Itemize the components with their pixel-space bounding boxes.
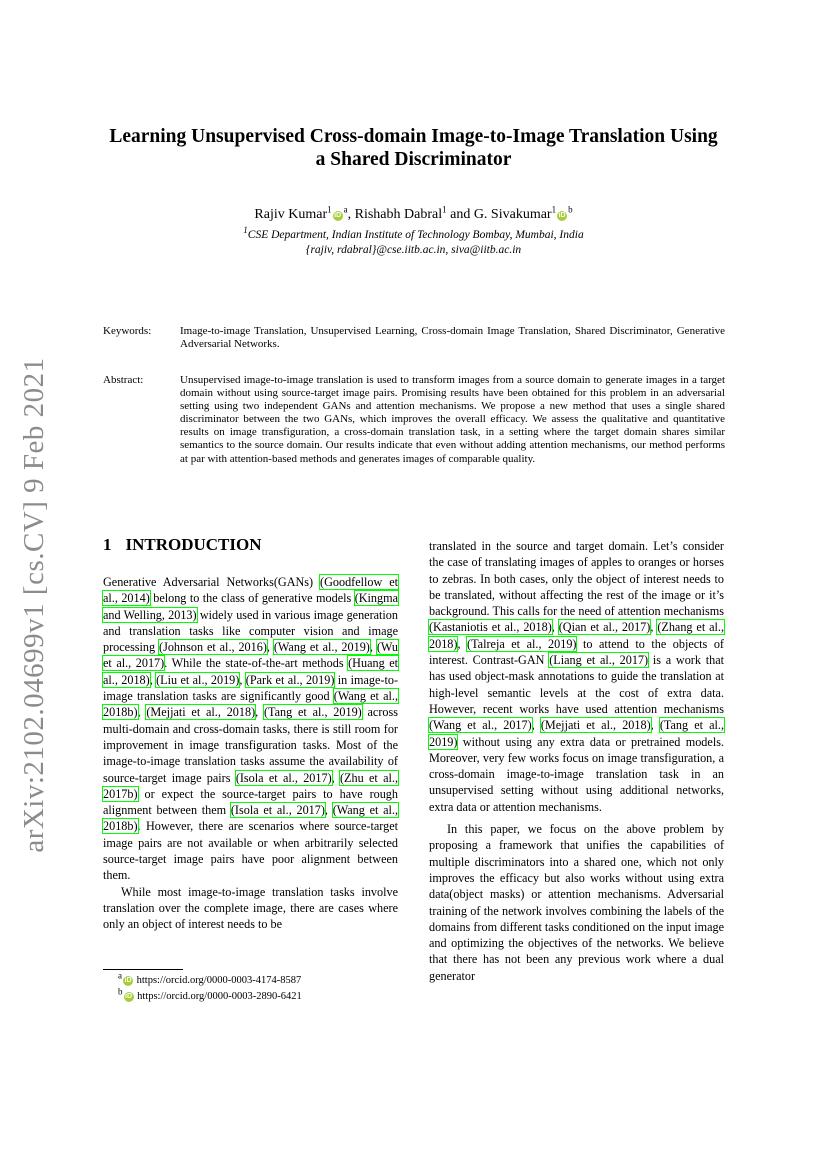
citation-link[interactable]: (Zhang et al., 2018) — [429, 620, 725, 651]
footnote — [118, 986, 302, 1003]
citation-link[interactable]: (Isola et al., 2017) — [230, 803, 325, 818]
orcid-icon: iD — [125, 993, 132, 1000]
author-list — [100, 206, 727, 224]
footnote-marker: a — [343, 204, 348, 215]
keywords-text: Image-to-image Translation, Unsupervised Learning, Cross-domain Image Translation, Shared Discriminator, Generative Adversarial Networks. — [180, 325, 725, 351]
citation-link[interactable]: (Johnson et al., 2016) — [159, 640, 267, 655]
citation-link[interactable]: (Wang et al., 2018b) — [103, 689, 398, 720]
affiliation-superscript: 1 — [243, 225, 248, 236]
left-column — [103, 574, 398, 933]
paragraph: translated in the source and target domain. Let’s consider the case of translating images of apples to oranges or horses to zebras. In both cases, only the object of interest needs to be translated, without affecting the rest of the image or it’s background. This calls for the need of attention mechanisms (Kastaniotis et al., 2018), (Qian et al., 2017), (Zhang et al., 2018), (Talreja et al., 2019) to attend to the objects of interest. Contrast-GAN (Liang et al., 2017) is a work that has used object-mask annotations to guide the translation at high-level semantic levels at the cost of extra data. However, recent works have used attention mechanisms (Wang et al., 2017), (Mejjati et al., 2018), (Tang et al., 2019) without using any extra data or pretrained models. Moreover, very few works focus on image transfiguration, a cross-domain image-to-image translation task in an unsupervised setting without using additional networks, extra data or attention mechanisms. — [429, 539, 725, 814]
citation-link[interactable]: (Mejjati et al., 2018) — [540, 718, 651, 733]
footnote-marker: b — [568, 204, 573, 215]
footnote-rule — [103, 969, 183, 970]
citation-link[interactable]: (Mejjati et al., 2018) — [146, 705, 256, 720]
author-emails: {rajiv, rdabral}@cse.iitb.ac.in, siva@iitb.ac.in — [305, 244, 522, 256]
citation-link[interactable]: (Liang et al., 2017) — [549, 653, 649, 668]
citation-link[interactable]: (Tang et al., 2019) — [263, 705, 362, 720]
citation-link[interactable]: (Kastaniotis et al., 2018) — [429, 620, 552, 635]
orcid-icon[interactable]: iD — [334, 212, 342, 219]
arxiv-identifier: arXiv:2102.04699v1 [cs.CV] 9 Feb 2021 — [18, 357, 50, 853]
paragraph: While most image-to-image translation tasks involve translation over the complete image, there are cases where only an object of interest needs to be — [103, 884, 398, 932]
paragraph: Generative Adversarial Networks(GANs) (Goodfellow et al., 2014) belong to the class of generative models (Kingma and Welling, 2013) widely used in various image generation and translation tasks like computer vision and image processing (Johnson et al., 2016), (Wang et al., 2019), (Wu et al., 2017). While the state-of-the-art methods (Huang et al., 2018), (Liu et al., 2019), (Park et al., 2019) in image-to-image translation tasks are significantly good (Wang et al., 2018b), (Mejjati et al., 2018), (Tang et al., 2019) across multi-domain and cross-domain tasks, there is still room for improvement in image transfiguration tasks. Most of the image-to-image translation tasks assume the availability of source-target image pairs (Isola et al., 2017), (Zhu et al., 2017b) or expect the source-target pairs to have rough alignment between them (Isola et al., 2017), (Wang et al., 2018b). However, there are scenarios where source-target image pairs are not available or when arbitrarily selected source-target image pairs have poor alignment between them. — [103, 575, 399, 883]
section-title: INTRODUCTION — [125, 535, 262, 554]
affiliation-superscript: 1 — [442, 204, 447, 215]
footnote-marker: b — [118, 986, 123, 997]
citation-link[interactable]: (Tang et al., 2019) — [429, 718, 725, 749]
paragraph: In this paper, we focus on the above problem by proposing a framework that unifies the capabilities of multiple discriminators into a shared one, which not only improves the efficacy but also works without using extra data(object masks) or attention mechanisms. Adversarial training of the network involves combining the labels of the domains from different tasks conditioned on the input image and optimizing the objectives of the networks. We believe that there has not been any previous work where a dual generator — [429, 822, 724, 983]
author-name: Rajiv Kumar — [254, 207, 328, 222]
title-line-1: Learning Unsupervised Cross-domain Image-to-Image Translation Using — [109, 126, 718, 147]
citation-link[interactable]: (Qian et al., 2017) — [558, 620, 651, 635]
footnote — [118, 970, 302, 987]
section-number: 1 — [103, 535, 112, 554]
author-name: , Rishabh Dabral — [347, 207, 443, 222]
title-line-2: a Shared Discriminator — [315, 148, 512, 170]
abstract-label: Abstract: — [103, 374, 144, 386]
citation-link[interactable]: (Zhu et al., 2017b) — [103, 770, 399, 801]
abstract-text: Unsupervised image-to-image translation is used to transform images from a source domain to generate images in a target domain without using source-target image pairs. Promising results have been obtained for this problem in an adversarial setting using two independent GANs and attention mechanisms. We propose a new method that uses a single shared discriminator between the two GANs, which improves the overall efficacy. We assess the qualitative and quantitative results on image transfiguration, a cross-domain translation task, in a setting where the target domain shares similar semantics to the source domain. Our results indicate that even without adding attention mechanisms, our method performs at par with attention-based methods and generates images of comparable quality. — [180, 374, 725, 465]
affiliation-block — [100, 225, 727, 258]
keywords-label: Keywords: — [103, 325, 152, 337]
paper-title — [100, 126, 727, 171]
right-column — [429, 538, 724, 984]
orcid-icon[interactable]: iD — [558, 212, 566, 219]
citation-link[interactable]: (Goodfellow et al., 2014) — [103, 575, 398, 606]
citation-link[interactable]: (Kingma and Welling, 2013) — [103, 591, 399, 622]
citation-link[interactable]: (Wang et al., 2017) — [429, 718, 532, 733]
affiliation: CSE Department, Indian Institute of Technology Bombay, Mumbai, India — [247, 229, 584, 241]
citation-link[interactable]: (Park et al., 2019) — [245, 672, 335, 687]
orcid-link[interactable]: https://orcid.org/0000-0003-2890-6421 — [137, 991, 302, 1002]
footnote-marker: a — [118, 970, 122, 981]
citation-link[interactable]: (Talreja et al., 2019) — [467, 636, 577, 651]
section-heading — [103, 535, 262, 555]
affiliation-superscript: 1 — [551, 204, 557, 215]
author-name: and G. Sivakumar — [446, 207, 552, 222]
orcid-icon: iD — [124, 977, 132, 984]
citation-link[interactable]: (Isola et al., 2017) — [235, 770, 332, 785]
citation-link[interactable]: (Wang et al., 2019) — [273, 640, 370, 655]
citation-link[interactable]: (Liu et al., 2019) — [156, 672, 240, 687]
affiliation-superscript: 1 — [327, 204, 332, 215]
citation-link[interactable]: (Huang et al., 2018) — [103, 656, 398, 687]
citation-link[interactable]: (Wu et al., 2017) — [103, 640, 398, 671]
citation-link[interactable]: (Wang et al., 2018b) — [103, 803, 398, 834]
orcid-link[interactable]: https://orcid.org/0000-0003-4174-8587 — [136, 975, 302, 986]
